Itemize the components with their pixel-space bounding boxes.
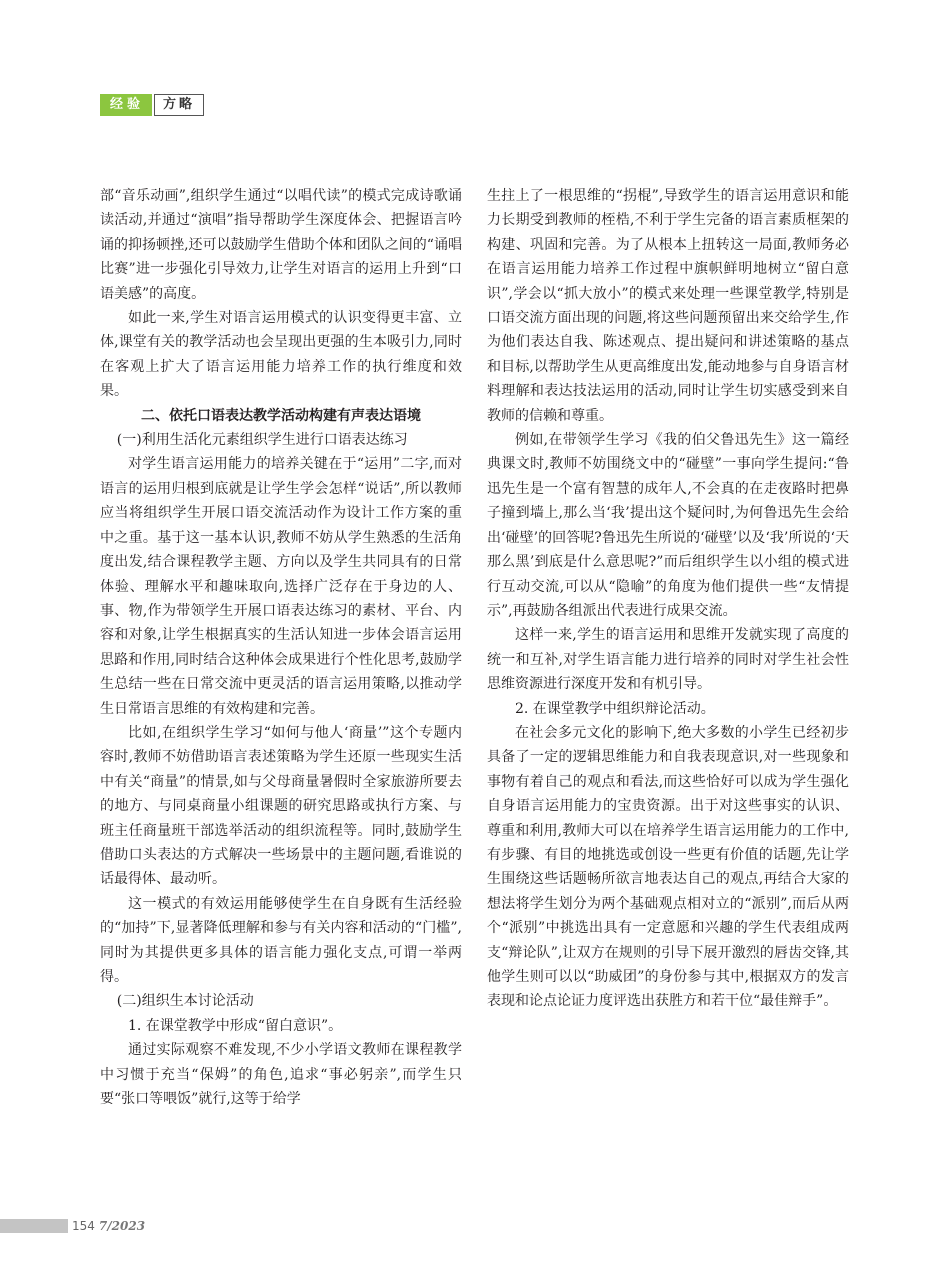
subsection-heading: (二)组织生本讨论活动 [116, 993, 254, 1010]
right-column [487, 184, 849, 1014]
paragraph: 生拄上了一根思维的“拐棍”,导致学生的语言运用意识和能力长期受到教师的桎梏,不利于学生完备的语言素质框架的构建、巩固和完善。为了从根本上扭转这一局面,教师务必在语言运用能力培养工作过程中旗帜鲜明地树立“留白意识”,学会以“抓大放小”的模式来处理一些课堂教学,特别是口语交流方面出现的问题,将这些问题预留出来交给学生,作为他们表达自我、陈述观点、提出疑问和讲述策略的基点和目标,以帮助学生从更高维度出发,能动地参与自身语言材料理解和表达技法运用的活动,同时让学生切实感受到来自教师的信赖和尊重。 [487, 188, 849, 424]
paragraph: 这一模式的有效运用能够使学生在自身既有生活经验的“加持”下,显著降低理解和参与有关内容和活动的“门槛”,同时为其提供更多具体的语言能力强化支点,可谓一举两得。 [100, 895, 462, 985]
paragraph: 对学生语言运用能力的培养关键在于“运用”二字,而对语言的运用归根到底就是让学生学会怎样“说话”,所以教师应当将组织学生开展口语交流活动作为设计工作方案的重中之重。基于这一基本认识,教师不妨从学生熟悉的生活角度出发,结合课程教学主题、方向以及学生共同具有的日常体验、理解水平和趣味取向,选择广泛存在于身边的人、事、物,作为带领学生开展口语表达练习的素材、平台、内容和对象,让学生根据真实的生活认知进一步体会语言运用思路和作用,同时结合这种体会成果进行个性化思考,鼓励学生总结一些在日常交流中更灵活的语言运用策略,以推动学生日常语言思维的有效构建和完善。 [100, 456, 462, 717]
issue-label: 7/2023 [98, 1219, 146, 1233]
paragraph: 在社会多元文化的影响下,绝大多数的小学生已经初步具备了一定的逻辑思维能力和自我表现意识,对一些现象和事物有着自己的观点和看法,而这些恰好可以成为学生强化自身语言运用能力的宝贵资源。出于对这些事实的认识、尊重和利用,教师大可以在培养学生语言运用能力的工作中,有步骤、有目的地挑选或创设一些更有价值的话题,先让学生围绕这些话题畅所欲言地表达自己的观点,再结合大家的想法将学生划分为两个基础观点相对立的“派别”,而后从两个“派别”中挑选出具有一定意愿和兴趣的学生代表组成两支“辩论队”,让双方在规则的引导下展开激烈的唇齿交锋,其他学生则可以以“助威团”的身份参与其中,根据双方的发言表现和论点论证力度评选出获胜方和若干位“最佳辩手”。 [487, 724, 849, 1010]
page-footer [72, 1218, 145, 1234]
numbered-heading: 2. 在课堂教学中组织辩论活动。 [515, 700, 715, 717]
page-number: 154 [72, 1219, 95, 1233]
numbered-heading: 1. 在课堂教学中形成“留白意识”。 [128, 1017, 343, 1034]
paragraph: 部“音乐动画”,组织学生通过“以唱代读”的模式完成诗歌诵读活动,并通过“演唱”指导帮助学生深度体会、把握语言吟诵的抑扬顿挫,还可以鼓励学生借助个体和团队之间的“诵唱比赛”进一步强化引导效力,让学生对语言的运用上升到“口语美感”的高度。 [100, 188, 462, 302]
section-header [100, 94, 204, 116]
section-tag-secondary: 方略 [154, 94, 204, 116]
section-heading: 二、依托口语表达教学活动构建有声表达语境 [141, 407, 421, 424]
section-tag-primary: 经验 [100, 94, 152, 116]
left-column [100, 184, 462, 1111]
paragraph: 如此一来,学生对语言运用模式的认识变得更丰富、立体,课堂有关的教学活动也会呈现出更强的生本吸引力,同时在客观上扩大了语言运用能力培养工作的执行维度和效果。 [100, 310, 462, 400]
subsection-heading: (一)利用生活化元素组织学生进行口语表达练习 [116, 432, 408, 449]
paragraph: 例如,在带领学生学习《我的伯父鲁迅先生》这一篇经典课文时,教师不妨围绕文中的“碰壁”一事向学生提问:“鲁迅先生是一个富有智慧的成年人,不会真的在走夜路时把鼻子撞到墙上,那么当‘我’提出这个疑问时,为何鲁迅先生会给出‘碰壁’的回答呢?鲁迅先生所说的‘碰壁’以及‘我’所说的‘天那么黑’到底是什么意思呢?”而后组织学生以小组的模式进行互动交流,可以从“隐喻”的角度为他们提供一些“友情提示”,再鼓励各组派出代表进行成果交流。 [487, 432, 849, 619]
paragraph: 通过实际观察不难发现,不少小学语文教师在课程教学中习惯于充当“保姆”的角色,追求“事必躬亲”,而学生只要“张口等喂饭”就行,这等于给学 [100, 1042, 462, 1108]
paragraph: 这样一来,学生的语言运用和思维开发就实现了高度的统一和互补,对学生语言能力进行培养的同时对学生社会性思维资源进行深度开发和有机引导。 [487, 627, 849, 693]
paragraph: 比如,在组织学生学习“如何与他人‘商量’”这个专题内容时,教师不妨借助语言表述策略为学生还原一些现实生活中有关“商量”的情景,如与父母商量暑假时全家旅游所要去的地方、与同桌商量小组课题的研究思路或执行方案、与班主任商量班干部选举活动的组织流程等。同时,鼓励学生借助口头表达的方式解决一些场景中的主题问题,看谁说的话最得体、最动听。 [100, 724, 462, 888]
footer-bar [0, 1219, 68, 1233]
